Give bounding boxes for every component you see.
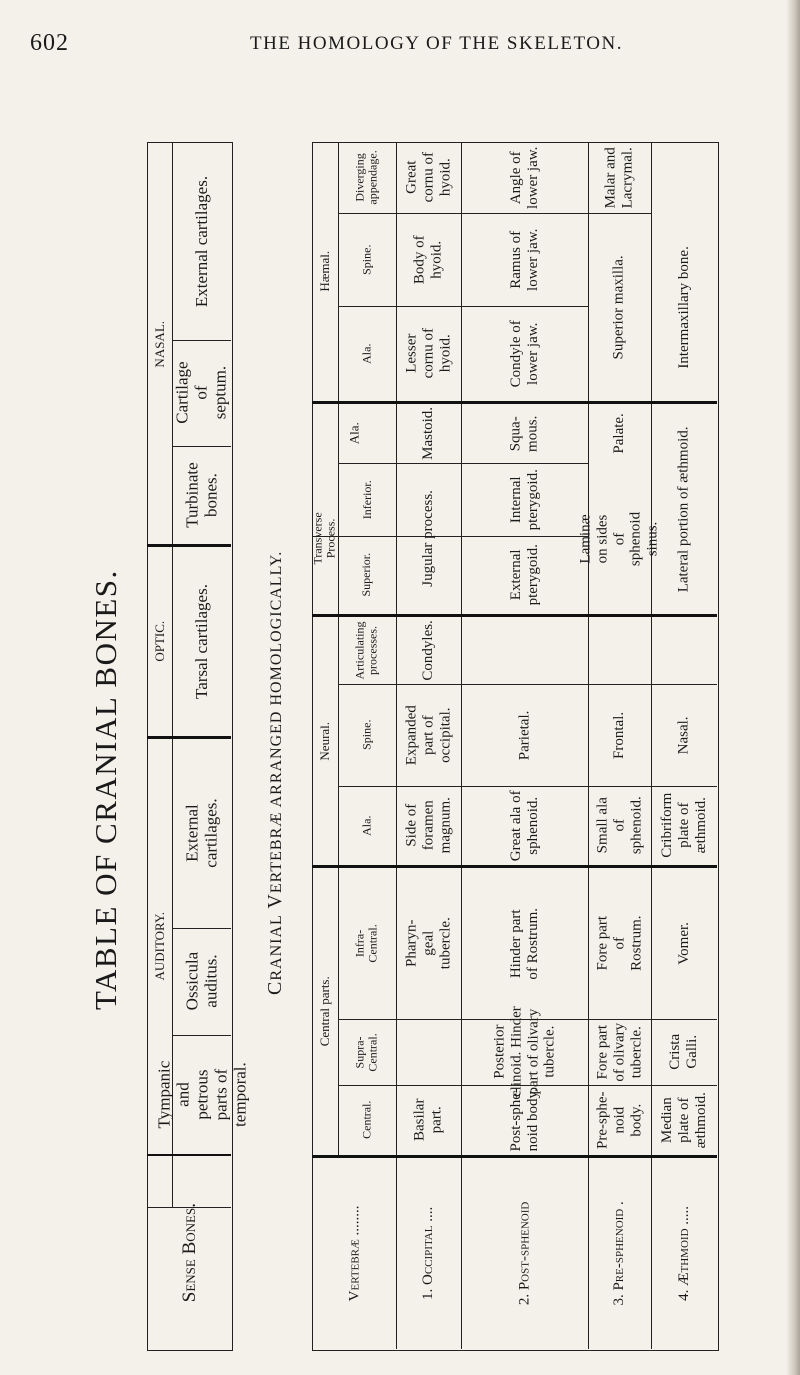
- basilar-part: Basilar part.: [411, 1098, 445, 1142]
- side-of-foramen-magnum: Side of foramen magnum.: [403, 797, 453, 854]
- lesser-cornu-of-hyoid: Lesser cornu of hyoid.: [403, 328, 453, 379]
- sense-bones-heading: Sense Bones.: [178, 1202, 200, 1303]
- auditory-ossicula-auditus: Ossicula auditus.: [182, 952, 221, 1011]
- expanded-part-of-occipital: Expanded part of occipital.: [403, 705, 453, 765]
- auditory-tympanic-petrous: Tympanic and petrous parts of temporal.: [153, 1060, 250, 1129]
- malar-and-lacrymal: Malar and Lacrymal.: [602, 146, 636, 209]
- small-ala-of-sphenoid: Small ala of sphenoid.: [594, 796, 644, 855]
- neural-spine-label: Spine.: [359, 719, 374, 751]
- intermaxillary-bone: Intermaxillary bone.: [675, 245, 692, 369]
- auditory-external-cartilages: External cartilages.: [182, 798, 221, 869]
- post-sphenoid-body: Post-sphe-noid body.: [507, 1088, 541, 1152]
- articulating-processes-label: Articulating processes.: [352, 621, 380, 680]
- transverse-inferior-label: Inferior.: [359, 480, 374, 519]
- page-edge: [786, 0, 800, 1375]
- haemal-label: Hæmal.: [317, 251, 333, 292]
- optic-tarsal-cartilages: Tarsal cartilages.: [191, 584, 211, 699]
- condyle-of-lower-jaw: Condyle of lower jaw.: [507, 319, 541, 388]
- row-label-occipital: 1. Occipital ....: [420, 1206, 437, 1301]
- artic-post-sphenoid: [461, 617, 588, 684]
- pharyngeal-tubercle: Pharyn-geal tubercle.: [403, 917, 453, 970]
- posterior-clinoid: Posterior clinoid. Hinder part of olivary tubercle.: [490, 1006, 558, 1098]
- fore-part-of-rostrum: Fore part of Rostrum.: [594, 915, 644, 972]
- nasal-cartilage-of-septum: Cartilage of septum.: [172, 361, 231, 425]
- running-head: THE HOMOLOGY OF THE SKELETON.: [250, 33, 623, 54]
- great-cornu-of-hyoid: Great cornu of hyoid.: [403, 152, 453, 203]
- vertebrae-heading: Vertebræ ........: [346, 1205, 363, 1302]
- neural-ala-label: Ala.: [359, 815, 374, 836]
- condyles: Condyles.: [420, 620, 437, 681]
- row-label-pre-sphenoid: 3. Pre-sphenoid .: [611, 1201, 628, 1306]
- diverging-appendage-label: Diverging appendage.: [352, 150, 380, 205]
- cribriform-plate-of-aethmoid: Cribriform plate of æthmoid.: [658, 792, 709, 858]
- haemal-spine-label: Spine.: [359, 244, 374, 275]
- row-label-aethmoid: 4. Æthmoid .....: [675, 1206, 692, 1301]
- auditory-label: AUDITORY.: [151, 912, 167, 981]
- diverging-aethmoid: [651, 142, 717, 213]
- superior-maxilla: Superior maxilla.: [611, 254, 628, 360]
- nasal: Nasal.: [675, 716, 692, 754]
- haemal-ala-label: Ala.: [359, 343, 374, 364]
- transverse-superior-label: Superior.: [359, 553, 374, 597]
- laminae-on-sides-of-sphenoid-sinus: Laminæ on sides of sphenoid sinus.: [577, 511, 661, 566]
- mastoid: Mastoid.: [420, 407, 437, 460]
- central-parts-label: Central parts.: [317, 976, 333, 1047]
- page-number: 602: [30, 30, 69, 56]
- ramus-of-lower-jaw: Ramus of lower jaw.: [507, 228, 541, 291]
- optic-label: OPTIC.: [151, 621, 167, 662]
- jugular-process: Jugular process.: [420, 490, 437, 587]
- angle-of-lower-jaw: Angle of lower jaw.: [507, 146, 541, 209]
- supra-central-label: Supra-Central.: [352, 1032, 380, 1072]
- vomer: Vomer.: [675, 922, 692, 965]
- great-ala-of-sphenoid: Great ala of sphenoid.: [507, 790, 541, 861]
- row-label-post-sphenoid: 2. Post-sphenoid: [516, 1201, 533, 1306]
- parietal: Parietal.: [516, 710, 533, 760]
- internal-pterygoid: Internal pterygoid.: [507, 468, 541, 531]
- lateral-portion-of-aethmoid: Lateral portion of æthmoid.: [675, 426, 692, 592]
- artic-aethmoid: [651, 617, 717, 684]
- median-plate-of-aethmoid: Median plate of æthmoid.: [658, 1091, 709, 1149]
- artic-pre-sphenoid: [588, 617, 651, 684]
- squamous: Squa-mous.: [507, 415, 541, 452]
- crista-galli: Crista Galli.: [667, 1034, 700, 1070]
- table-title: TABLE OF CRANIAL BONES.: [88, 569, 123, 1010]
- supra-central-occipital: [396, 1019, 461, 1085]
- external-pterygoid: External pterygoid.: [507, 544, 541, 606]
- transverse-ala-label: Ala.: [347, 422, 363, 445]
- nasal-external-cartilages: External cartilages.: [191, 176, 211, 308]
- palate: Palate.: [611, 413, 628, 454]
- table-subtitle: CRANIAL VERTEBRÆ ARRANGED HOMOLOGICALLY.: [264, 550, 286, 995]
- frontal: Frontal.: [611, 711, 628, 759]
- nasal-label: NASAL.: [151, 320, 167, 368]
- hinder-part-of-rostrum: Hinder part of Rostrum.: [507, 907, 541, 980]
- body-of-hyoid: Body of hyoid.: [411, 235, 445, 284]
- fore-part-of-olivary-tubercle: Fore part of olivary tubercle.: [594, 1022, 644, 1082]
- infra-central-label: Infra-Central.: [352, 924, 380, 963]
- nasal-turbinate-bones: Turbinate bones.: [182, 462, 221, 528]
- pre-sphenoid-body: Pre-sphe-noid body.: [594, 1091, 644, 1149]
- transverse-process-label: Transverse Process.: [311, 512, 339, 565]
- central-label: Central.: [359, 1100, 374, 1140]
- neural-label: Neural.: [317, 721, 333, 761]
